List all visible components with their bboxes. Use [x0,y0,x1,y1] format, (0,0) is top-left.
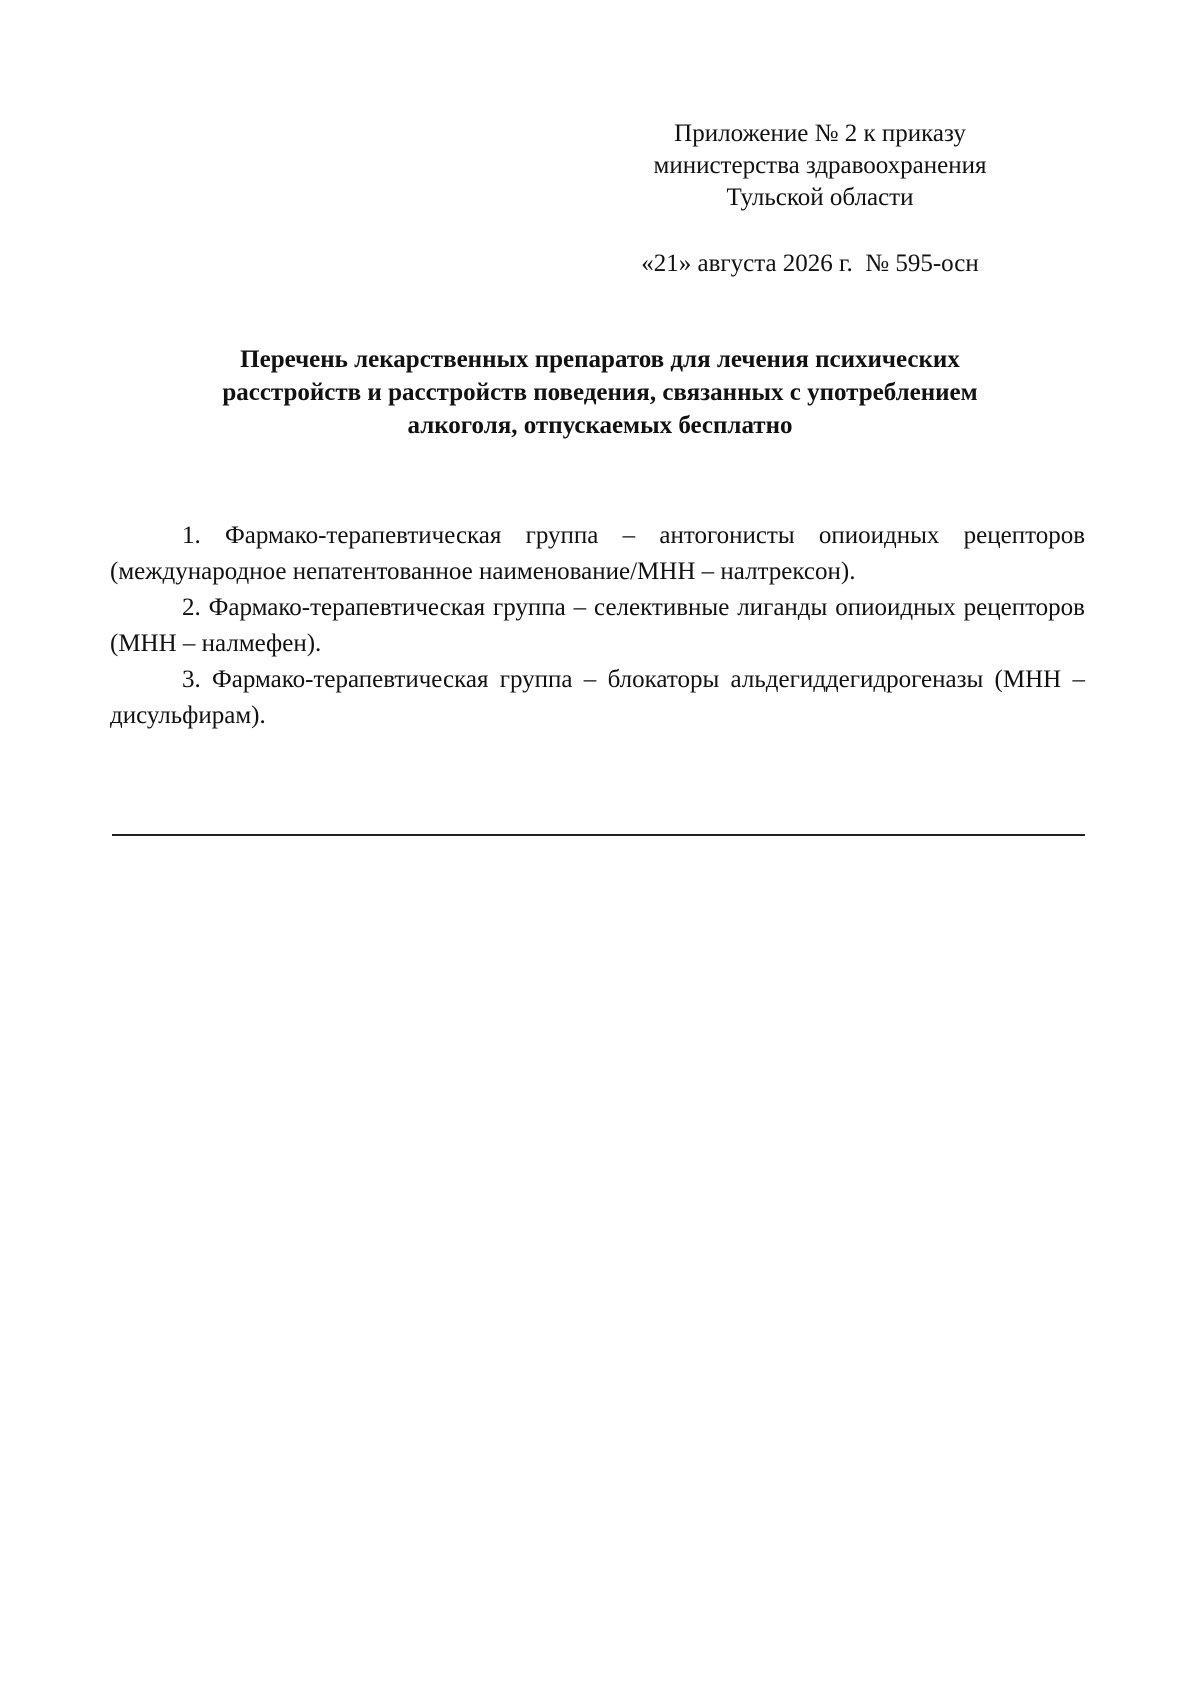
document-title [110,343,1090,442]
title-line: расстройств и расстройств поведения, связанных с употреблением [222,379,978,406]
list-item: 2. Фармако-терапевтическая группа – селективные лиганды опиоидных рецепторов (МНН – налмефен). [110,594,1085,657]
annex-date-number: «21» августа 2026 г. № 595-осн [641,250,979,277]
list-item: 1. Фармако-терапевтическая группа – антогонисты опиоидных рецепторов (международное непатентованное наименование/МНН – налтрексон). [110,522,1085,585]
annex-line: Тульской области [726,184,914,211]
annex-line: Приложение № 2 к приказу [674,120,966,147]
title-line: алкоголя, отпускаемых бесплатно [407,412,793,439]
list-item: 3. Фармако-терапевтическая группа – блокаторы альдегиддегидрогеназы (МНН – дисульфирам). [110,666,1085,729]
drug-group-list [110,518,1085,734]
title-line: Перечень лекарственных препаратов для лечения психических [240,346,960,373]
annex-line: министерства здравоохранения [653,152,987,179]
closing-divider [112,834,1085,836]
annex-header [620,118,1020,214]
